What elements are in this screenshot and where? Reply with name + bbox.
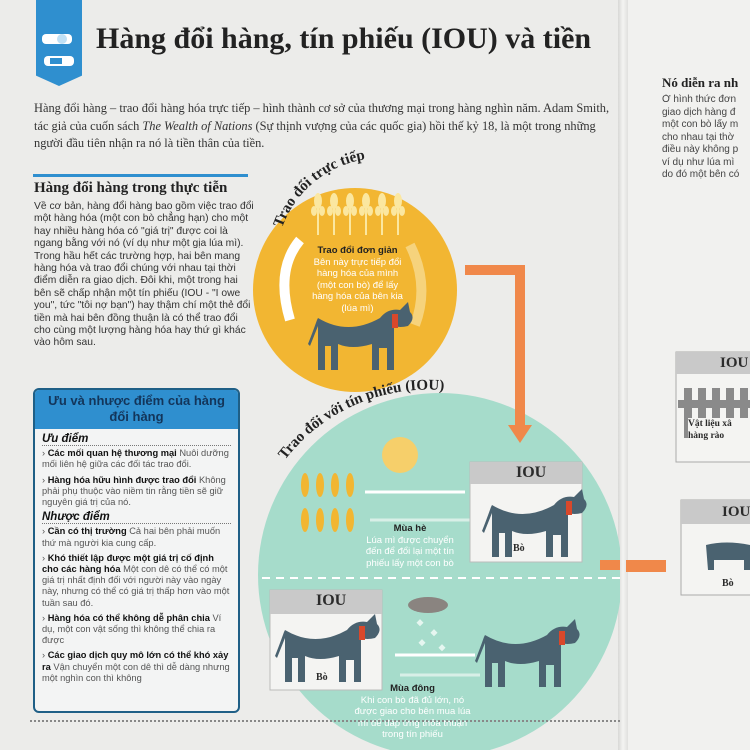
right-line: giao dịch hàng đ xyxy=(662,106,736,118)
page-title: Hàng đổi hàng, tín phiếu (IOU) và tiền xyxy=(96,22,592,55)
orange-arrow xyxy=(626,560,666,572)
con-item: › Cần có thị trường Cả hai bên phải muốn thứ mà người kia cung cấp. xyxy=(42,526,221,548)
item-title: Khó thiết lập được một giá trị cố định cho các hàng hóa xyxy=(42,552,214,575)
item-text: Nuôi dưỡng mối liên hệ giữa các đối tác trao đổi. xyxy=(42,448,229,470)
cloud-icon xyxy=(408,597,448,613)
winter-title: Mùa đông xyxy=(390,683,435,694)
intro-text: (Sự thịnh vượng của các quốc gia) hồi thế kỷ 18, là một trong những người đầu tiên nhận ra nó là tiền thân của tiền. xyxy=(34,118,596,150)
right-heading: Nó diễn ra nh xyxy=(662,75,739,90)
sun-icon xyxy=(382,437,418,473)
pros-cons-heading: Ưu và nhược điểm của hàng đổi hàng xyxy=(35,390,238,429)
item-title: Các giao dịch quy mô lớn có thể khó xảy ra xyxy=(42,650,229,672)
iou-label-summer: IOU xyxy=(516,464,547,481)
item-text: Ví dụ, một con vật sống thì không thể chia ra được xyxy=(42,612,222,646)
book-title: The Wealth of Nations xyxy=(142,118,253,133)
right-iou-label-2: IOU xyxy=(722,504,750,520)
summer-title: Mùa hè xyxy=(393,523,427,534)
practice-text: Về cơ bản, hàng đổi hàng bao gồm việc trao đổi một hàng hóa (một con bò chẳng hạn) cho một hay nhiều hàng hóa có "giá trị" được coi là ngang bằng với nó (ví dụ như một gịa lúa mì). Trong hầu hết các trường hợp, hai bên mang hàng hóa và trao đổi chúng với nhau tại thời điểm diễn ra giao dịch. Đôi khi, một trong hai bên sẽ chấp nhận một tín phiếu (IOU - "I owe you", tức "tôi nợ bạn") hay thậm chí một thẻ đổi tiền mà hai bên đồng thuận là có thể trao đổi cho cùng một lượng hàng hóa hay thứ gì khác vào hôm sau. xyxy=(34,201,254,349)
right-line: do đó một bên có xyxy=(662,169,740,180)
cow-label-winter: Bò xyxy=(316,672,328,683)
iou-label-winter: IOU xyxy=(316,592,347,609)
item-title: Hàng hóa có thể không dễ phân chia xyxy=(47,612,210,623)
direct-arc-title: Trao đổi trực tiếp xyxy=(270,147,367,230)
item-text: Một con dê có thể có một giá trị nhất định đối với người này vào ngày này, nhưng có thể có giá trị thấp hơn vào một tuần sau đó. xyxy=(42,564,230,608)
winter-text: Khi con bò đã đủ lớn, nó được giao cho bên mua lúa mì để đáp ứng thỏa thuận trong tín phiếu xyxy=(354,694,471,740)
item-title: Hàng hóa hữu hình được trao đổi xyxy=(47,474,197,485)
pro-item: › Các mối quan hệ thương mại Nuôi dưỡng mối liên hệ giữa các đối tác trao đổi. xyxy=(42,448,229,470)
item-text: Vận chuyển một con dê thì dễ dàng nhưng một nghìn con thì không xyxy=(42,661,230,683)
right-iou-label: IOU xyxy=(720,355,749,371)
right-line: ví dụ như lúa mì xyxy=(662,156,735,168)
winter-label xyxy=(350,683,475,741)
item-title: Cần có thị trường xyxy=(47,526,127,537)
con-item: › Hàng hóa có thể không dễ phân chia Ví dụ, một con vật sống thì không thể chia ra được xyxy=(42,612,222,646)
bottom-divider xyxy=(30,720,620,722)
summer-label xyxy=(365,523,455,569)
practice-heading: Hàng đổi hàng trong thực tiễn xyxy=(34,180,228,196)
right-line: một con bò lấy m xyxy=(662,119,739,130)
cons-label: Nhược điểm xyxy=(42,512,231,524)
cow-label-summer: Bò xyxy=(513,543,525,554)
item-title: Các mối quan hệ thương mại xyxy=(47,448,177,459)
con-item: › Khó thiết lập được một giá trị cố định cho các hàng hóa Một con dê có thể có một giá trị nhất định đối với người này vào ngày này, nhưng có thể có giá trị thấp hơn vào một tuần sau đó. xyxy=(42,552,230,608)
direct-label-title: Trao đổi đơn giản xyxy=(317,245,398,256)
item-text: Cả hai bên phải muốn thứ mà người kia cung cấp. xyxy=(42,526,221,548)
pros-label: Ưu điểm xyxy=(42,434,231,446)
right-line: cho nhau tại thờ xyxy=(662,131,735,143)
intro-text: Hàng đổi hàng – trao đổi hàng hóa trực tiếp – hình thành cơ sở của thương mại trong hàng nghìn năm. Adam Smith, tác giả của cuốn sách xyxy=(34,101,610,133)
right-line: Ở hình thức đơn xyxy=(662,94,737,105)
iou-arc-title: Trao đổi với tín phiếu (IOU) xyxy=(275,377,445,463)
right-fence-label: Vật liệu xâ hàng rào xyxy=(688,418,750,442)
right-cow-label: Bò xyxy=(722,578,734,589)
con-item: › Các giao dịch quy mô lớn có thể khó xảy ra Vận chuyển một con dê thì dễ dàng nhưng một nghìn con thì không xyxy=(42,650,230,683)
summer-text: Lúa mì được chuyển đến để đổi lại một tín phiếu lấy một con bò xyxy=(365,534,455,569)
pro-item: › Hàng hóa hữu hình được trao đổi Không phải phụ thuộc vào niềm tin rằng tiền sẽ giữ nguyên giá trị của nó. xyxy=(42,474,226,508)
right-text xyxy=(662,94,750,182)
direct-label-text: Bên này trực tiếp đổi hàng hóa của mình (một con bò) để lấy hàng hóa của bên kia (lúa mì) xyxy=(312,256,403,314)
item-text: Không phải phụ thuộc vào niềm tin rằng tiền sẽ giữ nguyên giá trị của nó. xyxy=(42,474,226,508)
right-line: điều này không p xyxy=(662,144,739,155)
direct-label xyxy=(310,245,405,314)
